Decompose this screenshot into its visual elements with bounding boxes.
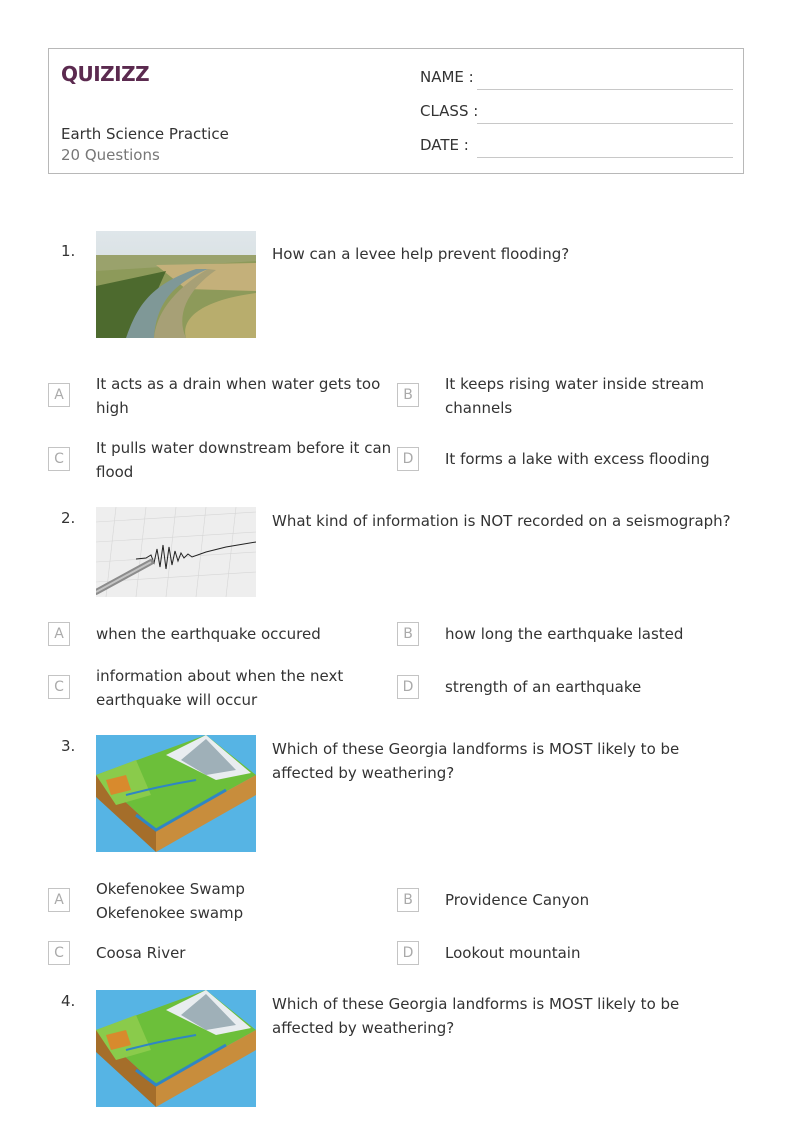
option-text: strength of an earthquake bbox=[445, 678, 642, 696]
question-number: 1. bbox=[61, 242, 76, 260]
option-letter[interactable]: C bbox=[48, 675, 70, 699]
class-label: CLASS : bbox=[420, 102, 479, 120]
question-number: 4. bbox=[61, 992, 76, 1010]
name-line[interactable] bbox=[477, 89, 733, 90]
option-letter[interactable]: B bbox=[397, 383, 419, 407]
worksheet-header bbox=[48, 48, 744, 174]
option-text: information about when the next earthquake will occur bbox=[96, 667, 344, 709]
option-text: Coosa River bbox=[96, 944, 186, 962]
question-text: What kind of information is NOT recorded on a seismograph? bbox=[272, 512, 731, 530]
quizizz-logo bbox=[61, 61, 151, 87]
date-field[interactable] bbox=[420, 136, 733, 158]
river-levee-image bbox=[96, 231, 256, 338]
date-label: DATE : bbox=[420, 136, 469, 154]
option-text: Okefenokee Swamp Okefenokee swamp bbox=[96, 880, 245, 922]
option-text: how long the earthquake lasted bbox=[445, 625, 684, 643]
question-text: How can a levee help prevent flooding? bbox=[272, 245, 570, 263]
date-line[interactable] bbox=[477, 157, 733, 158]
option-letter[interactable]: C bbox=[48, 941, 70, 965]
option-letter[interactable]: A bbox=[48, 383, 70, 407]
option-letter[interactable]: B bbox=[397, 622, 419, 646]
option-letter[interactable]: A bbox=[48, 888, 70, 912]
option-letter[interactable]: A bbox=[48, 622, 70, 646]
question-number: 2. bbox=[61, 509, 76, 527]
logo-text: QUIZIZZ bbox=[61, 62, 150, 86]
class-field[interactable] bbox=[420, 102, 733, 124]
question-text: Which of these Georgia landforms is MOST likely to be affected by weathering? bbox=[272, 995, 680, 1037]
option-letter[interactable]: D bbox=[397, 941, 419, 965]
worksheet-title: Earth Science Practice bbox=[61, 125, 229, 143]
option-letter[interactable]: B bbox=[397, 888, 419, 912]
question-text: Which of these Georgia landforms is MOST likely to be affected by weathering? bbox=[272, 740, 680, 782]
name-label: NAME : bbox=[420, 68, 474, 86]
option-text: It keeps rising water inside stream channels bbox=[445, 375, 705, 417]
option-text: It pulls water downstream before it can flood bbox=[96, 439, 392, 481]
option-text: when the earthquake occured bbox=[96, 625, 321, 643]
seismograph-image bbox=[96, 507, 256, 597]
option-text: Lookout mountain bbox=[445, 944, 581, 962]
option-text: It acts as a drain when water gets too high bbox=[96, 375, 381, 417]
landform-image bbox=[96, 990, 256, 1107]
class-line[interactable] bbox=[477, 123, 733, 124]
question-count: 20 Questions bbox=[61, 146, 160, 164]
question-number: 3. bbox=[61, 737, 76, 755]
option-letter[interactable]: C bbox=[48, 447, 70, 471]
option-letter[interactable]: D bbox=[397, 675, 419, 699]
option-text: Providence Canyon bbox=[445, 891, 590, 909]
option-letter[interactable]: D bbox=[397, 447, 419, 471]
landform-image bbox=[96, 735, 256, 852]
name-field[interactable] bbox=[420, 68, 733, 90]
option-text: It forms a lake with excess flooding bbox=[445, 450, 710, 468]
